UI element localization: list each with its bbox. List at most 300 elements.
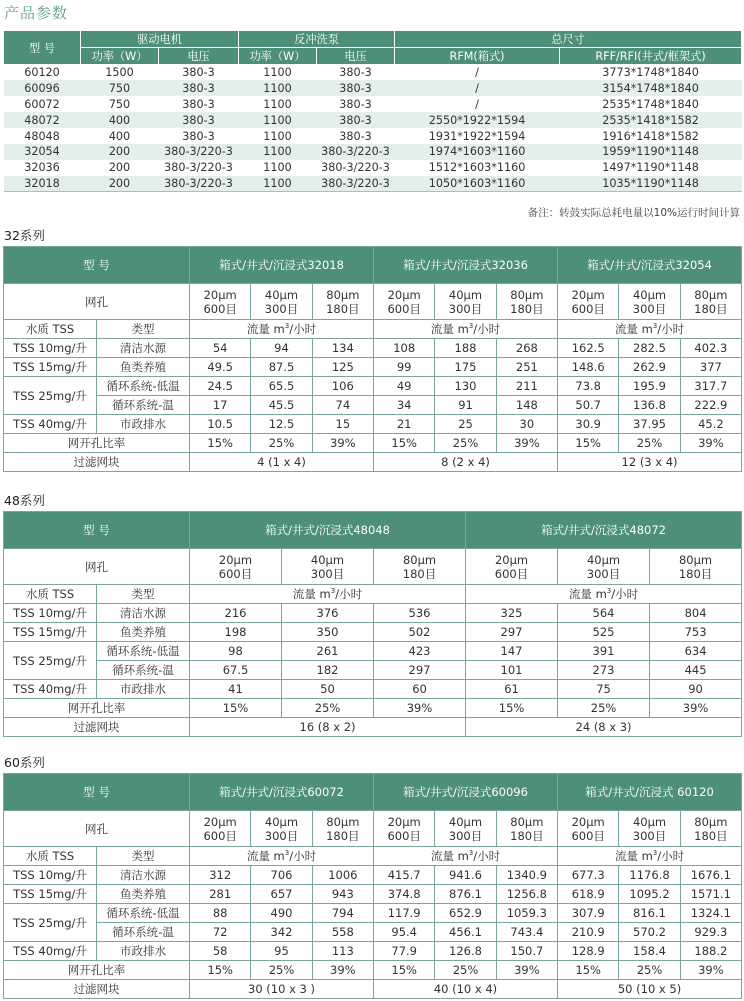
mesh-micron: 20μm	[571, 287, 605, 302]
flow-value: 1095.2	[619, 885, 680, 904]
cell-motor-power: 400	[81, 112, 159, 128]
flow-label-sup: 3	[652, 322, 658, 330]
flow-label	[466, 585, 742, 604]
cell-pump-voltage: 380-3	[339, 66, 372, 80]
flow-label-prefix: 流量 m	[430, 849, 469, 863]
module-value: 4 (1 x 4)	[190, 453, 374, 472]
flow-value: 391	[558, 642, 650, 661]
flow-label-suffix: /小时	[289, 849, 317, 863]
open-ratio-value: 39%	[650, 699, 742, 718]
flow-value: 876.1	[435, 885, 496, 904]
mesh-size	[374, 549, 466, 585]
cell-pump-power: 1100	[263, 129, 292, 143]
mesh-label: 网孔	[4, 549, 190, 585]
flow-value: 101	[466, 661, 558, 680]
open-ratio-label: 网开孔比率	[4, 961, 190, 980]
flow-label-prefix: 流量 m	[614, 322, 653, 336]
cell-model: 48048	[24, 129, 60, 143]
cell-motor-voltage: 380-3/220-3	[164, 161, 233, 175]
flow-row	[4, 339, 742, 358]
mesh-count: 180目	[510, 828, 544, 843]
tss-value: TSS 15mg/升	[4, 885, 97, 904]
flow-value: 54	[190, 339, 251, 358]
flow-value: 188	[435, 339, 496, 358]
open-ratio-value: 39%	[680, 434, 741, 453]
flow-label	[190, 320, 374, 339]
cell-pump-voltage: 380-3	[339, 97, 372, 111]
open-ratio-label: 网开孔比率	[4, 434, 190, 453]
flow-value: 65.5	[251, 377, 312, 396]
flow-value: 74	[312, 396, 373, 415]
mesh-micron: 20μm	[203, 287, 237, 302]
flow-value: 58	[190, 942, 251, 961]
cell-pump-voltage: 380-3	[317, 112, 395, 128]
open-ratio-value: 25%	[435, 961, 496, 980]
flow-value: 376	[282, 604, 374, 623]
mesh-size	[190, 811, 251, 847]
cell-pump-power: 1100	[239, 80, 317, 96]
model-name: 箱式/井式/沉浸式32054	[558, 247, 742, 284]
flow-value: 564	[558, 604, 650, 623]
cell-pump-voltage: 380-3	[339, 129, 372, 143]
open-ratio-value: 39%	[496, 961, 557, 980]
flow-value: 61	[466, 680, 558, 699]
mesh-micron: 80μm	[678, 552, 713, 567]
flow-value: 1256.8	[496, 885, 557, 904]
mesh-size	[251, 284, 312, 320]
mesh-count: 180目	[510, 301, 544, 316]
flow-value: 128.9	[558, 942, 619, 961]
mesh-count: 180目	[326, 828, 360, 843]
open-ratio-label: 网开孔比率	[4, 699, 190, 718]
mesh-size	[496, 811, 557, 847]
mesh-size	[619, 284, 680, 320]
mesh-micron: 80μm	[402, 552, 437, 567]
cell-pump-power: 1100	[263, 161, 292, 175]
flow-value: 49.5	[190, 358, 251, 377]
mesh-micron: 20μm	[571, 814, 605, 829]
flow-value: 77.9	[374, 942, 435, 961]
cell-motor-power: 750	[108, 97, 131, 111]
water-type: 循环系统-低温	[97, 642, 190, 661]
flow-value: 106	[312, 377, 373, 396]
flow-value: 108	[374, 339, 435, 358]
mesh-count: 300目	[264, 301, 299, 316]
flow-value: 297	[466, 623, 558, 642]
flow-value: 25	[435, 415, 496, 434]
flow-value: 525	[558, 623, 650, 642]
flow-value: 73.8	[558, 377, 619, 396]
header-model: 型 号	[4, 512, 190, 549]
flow-label-sup: 3	[468, 322, 474, 330]
flow-value: 1340.9	[496, 866, 557, 885]
cell-rfm-size: 1050*1603*1160	[395, 176, 560, 192]
mesh-micron: 80μm	[326, 287, 360, 302]
flow-value: 273	[558, 661, 650, 680]
flow-value: 374.8	[374, 885, 435, 904]
flow-value: 50	[282, 680, 374, 699]
flow-value: 281	[190, 885, 251, 904]
series-title-48: 48系列	[4, 493, 45, 508]
tss-value: TSS 10mg/升	[4, 866, 97, 885]
mesh-micron: 80μm	[326, 814, 360, 829]
cell-rff-size: 3773*1748*1840	[602, 66, 699, 80]
header-model: 型 号	[4, 774, 190, 811]
flow-value: 49	[374, 377, 435, 396]
water-type: 鱼类养殖	[97, 358, 190, 377]
cell-rff-size: 1035*1190*1148	[560, 176, 742, 192]
flow-value: 125	[312, 358, 373, 377]
tss-value: TSS 25mg/升	[4, 904, 97, 942]
flow-value: 377	[680, 358, 741, 377]
water-type: 市政排水	[97, 680, 190, 699]
flow-row	[4, 904, 742, 923]
cell-motor-power: 200	[81, 176, 159, 192]
flow-value: 126.8	[435, 942, 496, 961]
cell-pump-voltage: 380-3	[317, 80, 395, 96]
power-note: 备注：转鼓实际总耗电量以10%运行时间计算	[527, 207, 740, 219]
flow-value: 195.9	[619, 377, 680, 396]
flow-row	[4, 661, 742, 680]
tss-label: 水质 TSS	[4, 585, 97, 604]
mesh-count: 180目	[694, 301, 728, 316]
water-type: 循环系统-温	[97, 923, 190, 942]
tss-value: TSS 40mg/升	[4, 680, 97, 699]
flow-value: 147	[466, 642, 558, 661]
cell-model: 48072	[4, 112, 81, 128]
open-ratio-value: 39%	[312, 961, 373, 980]
tss-value: TSS 10mg/升	[4, 604, 97, 623]
cell-model: 60096	[4, 80, 81, 96]
cell-motor-power: 750	[81, 80, 159, 96]
flow-value: 90	[650, 680, 742, 699]
header-model: 型 号	[4, 247, 190, 284]
flow-label-prefix: 流量 m	[568, 587, 607, 601]
mesh-count: 600目	[571, 828, 605, 843]
flow-label	[374, 847, 558, 866]
cell-motor-power: 400	[108, 129, 131, 143]
type-label: 类型	[97, 585, 190, 604]
open-ratio-value: 15%	[466, 699, 558, 718]
cell-rfm-size: /	[475, 97, 479, 111]
product-params-table	[3, 30, 742, 192]
mesh-count: 180目	[402, 566, 437, 581]
tss-value: TSS 15mg/升	[4, 358, 97, 377]
cell-motor-voltage: 380-3	[159, 112, 239, 128]
cell-pump-voltage: 380-3/220-3	[321, 161, 390, 175]
flow-value: 1676.1	[680, 866, 741, 885]
cell-pump-voltage: 380-3/220-3	[317, 144, 395, 160]
flow-value: 30	[496, 415, 557, 434]
open-ratio-value: 25%	[558, 699, 650, 718]
flow-value: 67.5	[190, 661, 282, 680]
flow-value: 325	[466, 604, 558, 623]
mesh-size	[312, 811, 373, 847]
flow-value: 182	[282, 661, 374, 680]
open-ratio-value: 15%	[190, 699, 282, 718]
cell-pump-power: 1100	[263, 66, 292, 80]
mesh-count: 600目	[203, 828, 237, 843]
flow-value: 1571.1	[680, 885, 741, 904]
cell-model: 32036	[24, 161, 60, 175]
water-type: 市政排水	[97, 415, 190, 434]
cell-rff-size: 1497*1190*1148	[602, 161, 699, 175]
mesh-micron: 40μm	[448, 287, 483, 302]
flow-label-prefix: 流量 m	[246, 322, 285, 336]
flow-value: 536	[374, 604, 466, 623]
flow-value: 570.2	[619, 923, 680, 942]
flow-value: 558	[312, 923, 373, 942]
flow-value: 17	[190, 396, 251, 415]
flow-value: 261	[282, 642, 374, 661]
flow-value: 95.4	[374, 923, 435, 942]
mesh-size	[312, 284, 373, 320]
flow-value: 91	[435, 396, 496, 415]
mesh-size	[190, 284, 251, 320]
flow-value: 198	[190, 623, 282, 642]
mesh-count: 300目	[586, 566, 621, 581]
type-label: 类型	[97, 320, 190, 339]
water-type: 清洁水源	[97, 604, 190, 623]
mesh-count: 600目	[218, 566, 253, 581]
model-name: 箱式/井式/沉浸式32036	[374, 247, 558, 284]
cell-motor-voltage: 380-3/220-3	[159, 144, 239, 160]
mesh-label: 网孔	[4, 811, 190, 847]
mesh-size	[680, 284, 741, 320]
flow-value: 456.1	[435, 923, 496, 942]
mesh-size	[558, 284, 619, 320]
flow-value: 1176.8	[619, 866, 680, 885]
open-ratio-value: 39%	[374, 699, 466, 718]
type-label: 类型	[97, 847, 190, 866]
cell-model: 60120	[24, 66, 60, 80]
tss-value: TSS 25mg/升	[4, 642, 97, 680]
open-ratio-value: 39%	[680, 961, 741, 980]
flow-value: 652.9	[435, 904, 496, 923]
flow-value: 72	[190, 923, 251, 942]
tss-label: 水质 TSS	[4, 320, 97, 339]
mesh-size	[374, 811, 435, 847]
water-type: 循环系统-低温	[97, 377, 190, 396]
series-title-60: 60系列	[4, 755, 45, 770]
cell-model: 32054	[4, 144, 81, 160]
flow-value: 415.7	[374, 866, 435, 885]
flow-label	[558, 847, 742, 866]
flow-label-suffix: /小时	[335, 587, 363, 601]
cell-motor-power: 200	[81, 144, 159, 160]
module-value: 8 (2 x 4)	[374, 453, 558, 472]
mesh-size	[435, 284, 496, 320]
flow-value: 130	[435, 377, 496, 396]
flow-value: 134	[312, 339, 373, 358]
model-name: 箱式/井式/沉浸式32018	[190, 247, 374, 284]
series-48-table	[3, 511, 742, 737]
cell-motor-voltage: 380-3	[182, 129, 215, 143]
mesh-micron: 20μm	[494, 552, 529, 567]
flow-value: 268	[496, 339, 557, 358]
cell-pump-power: 1100	[239, 112, 317, 128]
tss-value: TSS 15mg/升	[4, 623, 97, 642]
header-model: 型 号	[4, 31, 81, 65]
mesh-size	[251, 811, 312, 847]
mesh-size	[558, 549, 650, 585]
water-type: 清洁水源	[97, 866, 190, 885]
cell-pump-power: 1100	[239, 176, 317, 192]
flow-value: 743.4	[496, 923, 557, 942]
module-value: 40 (10 x 4)	[374, 980, 558, 999]
params-row	[4, 128, 742, 144]
header-drive-motor: 驱动电机	[81, 31, 239, 48]
mesh-size	[558, 811, 619, 847]
model-name: 箱式/井式/沉浸式60096	[374, 774, 558, 811]
flow-label-prefix: 流量 m	[430, 322, 469, 336]
flow-value: 34	[374, 396, 435, 415]
mesh-micron: 80μm	[694, 814, 728, 829]
cell-motor-voltage: 380-3	[159, 80, 239, 96]
mesh-micron: 20μm	[387, 287, 421, 302]
flow-value: 312	[190, 866, 251, 885]
flow-label	[558, 320, 742, 339]
flow-label	[374, 320, 558, 339]
header-pump-voltage: 电压	[317, 48, 395, 65]
module-value: 50 (10 x 5)	[558, 980, 742, 999]
module-label: 过滤网块	[4, 453, 190, 472]
params-row	[4, 144, 742, 160]
open-ratio-value: 39%	[312, 434, 373, 453]
flow-value: 95	[251, 942, 312, 961]
cell-rff-size: 3154*1748*1840	[560, 80, 742, 96]
flow-label-suffix: /小时	[289, 322, 317, 336]
water-type: 清洁水源	[97, 339, 190, 358]
mesh-micron: 20μm	[218, 552, 253, 567]
flow-row	[4, 885, 742, 904]
module-label: 过滤网块	[4, 980, 190, 999]
flow-value: 941.6	[435, 866, 496, 885]
flow-value: 175	[435, 358, 496, 377]
module-value: 30 (10 x 3 )	[190, 980, 374, 999]
open-ratio-value: 25%	[435, 434, 496, 453]
flow-label-prefix: 流量 m	[246, 849, 285, 863]
mesh-size	[680, 811, 741, 847]
open-ratio-value: 25%	[619, 961, 680, 980]
flow-value: 211	[496, 377, 557, 396]
open-ratio-value: 25%	[251, 434, 312, 453]
flow-row	[4, 377, 742, 396]
cell-rfm-size: 1512*1603*1160	[428, 161, 526, 175]
flow-row	[4, 396, 742, 415]
flow-value: 113	[312, 942, 373, 961]
tss-value: TSS 40mg/升	[4, 942, 97, 961]
cell-motor-voltage: 380-3/220-3	[159, 176, 239, 192]
flow-value: 60	[374, 680, 466, 699]
tss-value: TSS 25mg/升	[4, 377, 97, 415]
mesh-micron: 80μm	[510, 287, 544, 302]
flow-value: 94	[251, 339, 312, 358]
mesh-count: 180目	[326, 301, 360, 316]
model-name: 箱式/井式/沉浸式48072	[466, 512, 742, 549]
model-name: 箱式/井式/沉浸式 60120	[558, 774, 742, 811]
params-row	[4, 65, 742, 81]
page-title: 产品参数	[4, 4, 69, 22]
header-rfm: RFM(箱式)	[395, 48, 560, 65]
flow-label	[190, 847, 374, 866]
flow-value: 45.5	[251, 396, 312, 415]
open-ratio-value: 15%	[558, 434, 619, 453]
flow-value: 657	[251, 885, 312, 904]
flow-label-suffix: /小时	[473, 849, 501, 863]
mesh-count: 600目	[387, 828, 421, 843]
flow-value: 45.2	[680, 415, 741, 434]
mesh-count: 600目	[571, 301, 605, 316]
open-ratio-value: 15%	[374, 434, 435, 453]
flow-value: 307.9	[558, 904, 619, 923]
cell-model: 32018	[4, 176, 81, 192]
flow-value: 12.5	[251, 415, 312, 434]
open-ratio-value: 15%	[190, 961, 251, 980]
flow-value: 15	[312, 415, 373, 434]
open-ratio-value: 39%	[496, 434, 557, 453]
flow-value: 423	[374, 642, 466, 661]
flow-value: 136.8	[619, 396, 680, 415]
water-type: 循环系统-温	[97, 396, 190, 415]
flow-row	[4, 942, 742, 961]
flow-row	[4, 642, 742, 661]
series-32-table	[3, 246, 742, 472]
mesh-count: 300目	[264, 828, 299, 843]
flow-value: 162.5	[558, 339, 619, 358]
flow-value: 87.5	[251, 358, 312, 377]
mesh-size	[619, 811, 680, 847]
flow-value: 88	[190, 904, 251, 923]
mesh-micron: 40μm	[264, 814, 299, 829]
mesh-size	[190, 549, 282, 585]
flow-value: 943	[312, 885, 373, 904]
flow-row	[4, 680, 742, 699]
mesh-size	[374, 284, 435, 320]
model-name: 箱式/井式/沉浸式48048	[190, 512, 466, 549]
water-type: 循环系统-温	[97, 661, 190, 680]
flow-value: 402.3	[680, 339, 741, 358]
flow-row	[4, 923, 742, 942]
mesh-count: 600目	[494, 566, 529, 581]
header-rff: RFF/RFI(井式/框架式)	[560, 48, 742, 65]
flow-value: 804	[650, 604, 742, 623]
header-dimensions: 总尺寸	[395, 31, 742, 48]
flow-value: 1006	[312, 866, 373, 885]
flow-value: 677.3	[558, 866, 619, 885]
series-title-32: 32系列	[4, 228, 45, 243]
mesh-size	[466, 549, 558, 585]
flow-row	[4, 604, 742, 623]
flow-value: 216	[190, 604, 282, 623]
open-ratio-value: 15%	[558, 961, 619, 980]
cell-motor-voltage: 380-3	[182, 66, 215, 80]
cell-rff-size: 1959*1190*1148	[560, 144, 742, 160]
flow-value: 148	[496, 396, 557, 415]
cell-rfm-size: 2550*1922*1594	[395, 112, 560, 128]
flow-value: 929.3	[680, 923, 741, 942]
flow-label-suffix: /小时	[611, 587, 639, 601]
flow-value: 350	[282, 623, 374, 642]
flow-value: 117.9	[374, 904, 435, 923]
flow-value: 10.5	[190, 415, 251, 434]
flow-value: 210.9	[558, 923, 619, 942]
open-ratio-value: 15%	[190, 434, 251, 453]
flow-value: 21	[374, 415, 435, 434]
mesh-micron: 40μm	[632, 814, 667, 829]
mesh-size	[650, 549, 742, 585]
params-row	[4, 176, 742, 192]
